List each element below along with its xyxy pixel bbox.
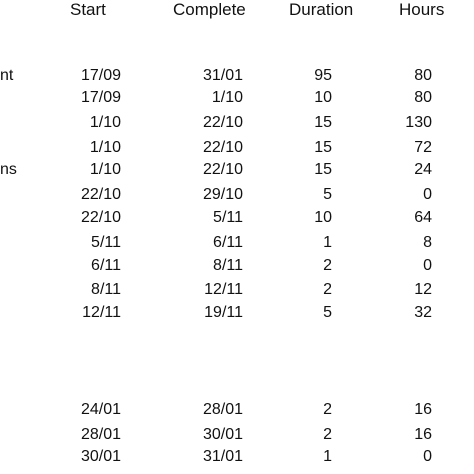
task-label-fragment: ns — [0, 161, 17, 178]
start-date-cell: 1/10 — [89, 139, 121, 156]
start-date-cell: 12/11 — [82, 304, 121, 321]
start-date-cell: 22/10 — [80, 209, 121, 226]
start-date-cell: 8/11 — [91, 281, 121, 298]
column-header-start: Start — [70, 0, 106, 19]
start-date-cell: 17/09 — [80, 67, 121, 84]
duration-cell: 15 — [314, 114, 332, 131]
complete-date-cell: 30/01 — [202, 426, 243, 443]
hours-cell: 64 — [414, 209, 432, 226]
duration-cell: 5 — [323, 186, 332, 203]
column-header-complete: Complete — [173, 0, 246, 19]
task-label-fragment: nt — [0, 67, 14, 84]
complete-date-cell: 29/10 — [202, 186, 243, 203]
hours-cell: 0 — [423, 448, 432, 465]
complete-date-cell: 31/01 — [202, 448, 243, 465]
hours-cell: 130 — [405, 114, 432, 131]
hours-cell: 24 — [414, 161, 432, 178]
complete-date-cell: 31/01 — [202, 67, 243, 84]
duration-cell: 2 — [323, 401, 332, 418]
complete-date-cell: 22/10 — [202, 161, 243, 178]
duration-cell: 2 — [323, 281, 332, 298]
hours-cell: 0 — [423, 257, 432, 274]
duration-cell: 10 — [314, 209, 332, 226]
duration-cell: 95 — [314, 67, 332, 84]
column-header-duration: Duration — [289, 0, 354, 19]
hours-cell: 12 — [414, 281, 432, 298]
complete-date-cell: 19/11 — [204, 304, 243, 321]
start-date-cell: 28/01 — [80, 426, 121, 443]
hours-cell: 16 — [414, 401, 432, 418]
duration-cell: 2 — [323, 426, 332, 443]
complete-date-cell: 6/11 — [213, 234, 243, 251]
duration-cell: 1 — [323, 448, 332, 465]
duration-cell: 15 — [314, 139, 332, 156]
start-date-cell: 1/10 — [89, 114, 121, 131]
start-date-cell: 30/01 — [80, 448, 121, 465]
hours-cell: 16 — [414, 426, 432, 443]
complete-date-cell: 1/10 — [211, 89, 243, 106]
duration-cell: 1 — [323, 234, 332, 251]
hours-cell: 8 — [423, 234, 432, 251]
start-date-cell: 22/10 — [80, 186, 121, 203]
hours-cell: 80 — [414, 89, 432, 106]
complete-date-cell: 28/01 — [202, 401, 243, 418]
complete-date-cell: 12/11 — [204, 281, 243, 298]
complete-date-cell: 22/10 — [202, 114, 243, 131]
complete-date-cell: 5/11 — [213, 209, 243, 226]
start-date-cell: 17/09 — [80, 89, 121, 106]
hours-cell: 72 — [414, 139, 432, 156]
hours-cell: 0 — [423, 186, 432, 203]
duration-cell: 10 — [314, 89, 332, 106]
column-header-hours: Hours — [399, 0, 445, 19]
complete-date-cell: 22/10 — [202, 139, 243, 156]
duration-cell: 5 — [323, 304, 332, 321]
duration-cell: 2 — [323, 257, 332, 274]
start-date-cell: 24/01 — [80, 401, 121, 418]
start-date-cell: 1/10 — [89, 161, 121, 178]
start-date-cell: 6/11 — [91, 257, 121, 274]
start-date-cell: 5/11 — [91, 234, 121, 251]
duration-cell: 15 — [314, 161, 332, 178]
hours-cell: 32 — [414, 304, 432, 321]
hours-cell: 80 — [414, 67, 432, 84]
complete-date-cell: 8/11 — [213, 257, 243, 274]
